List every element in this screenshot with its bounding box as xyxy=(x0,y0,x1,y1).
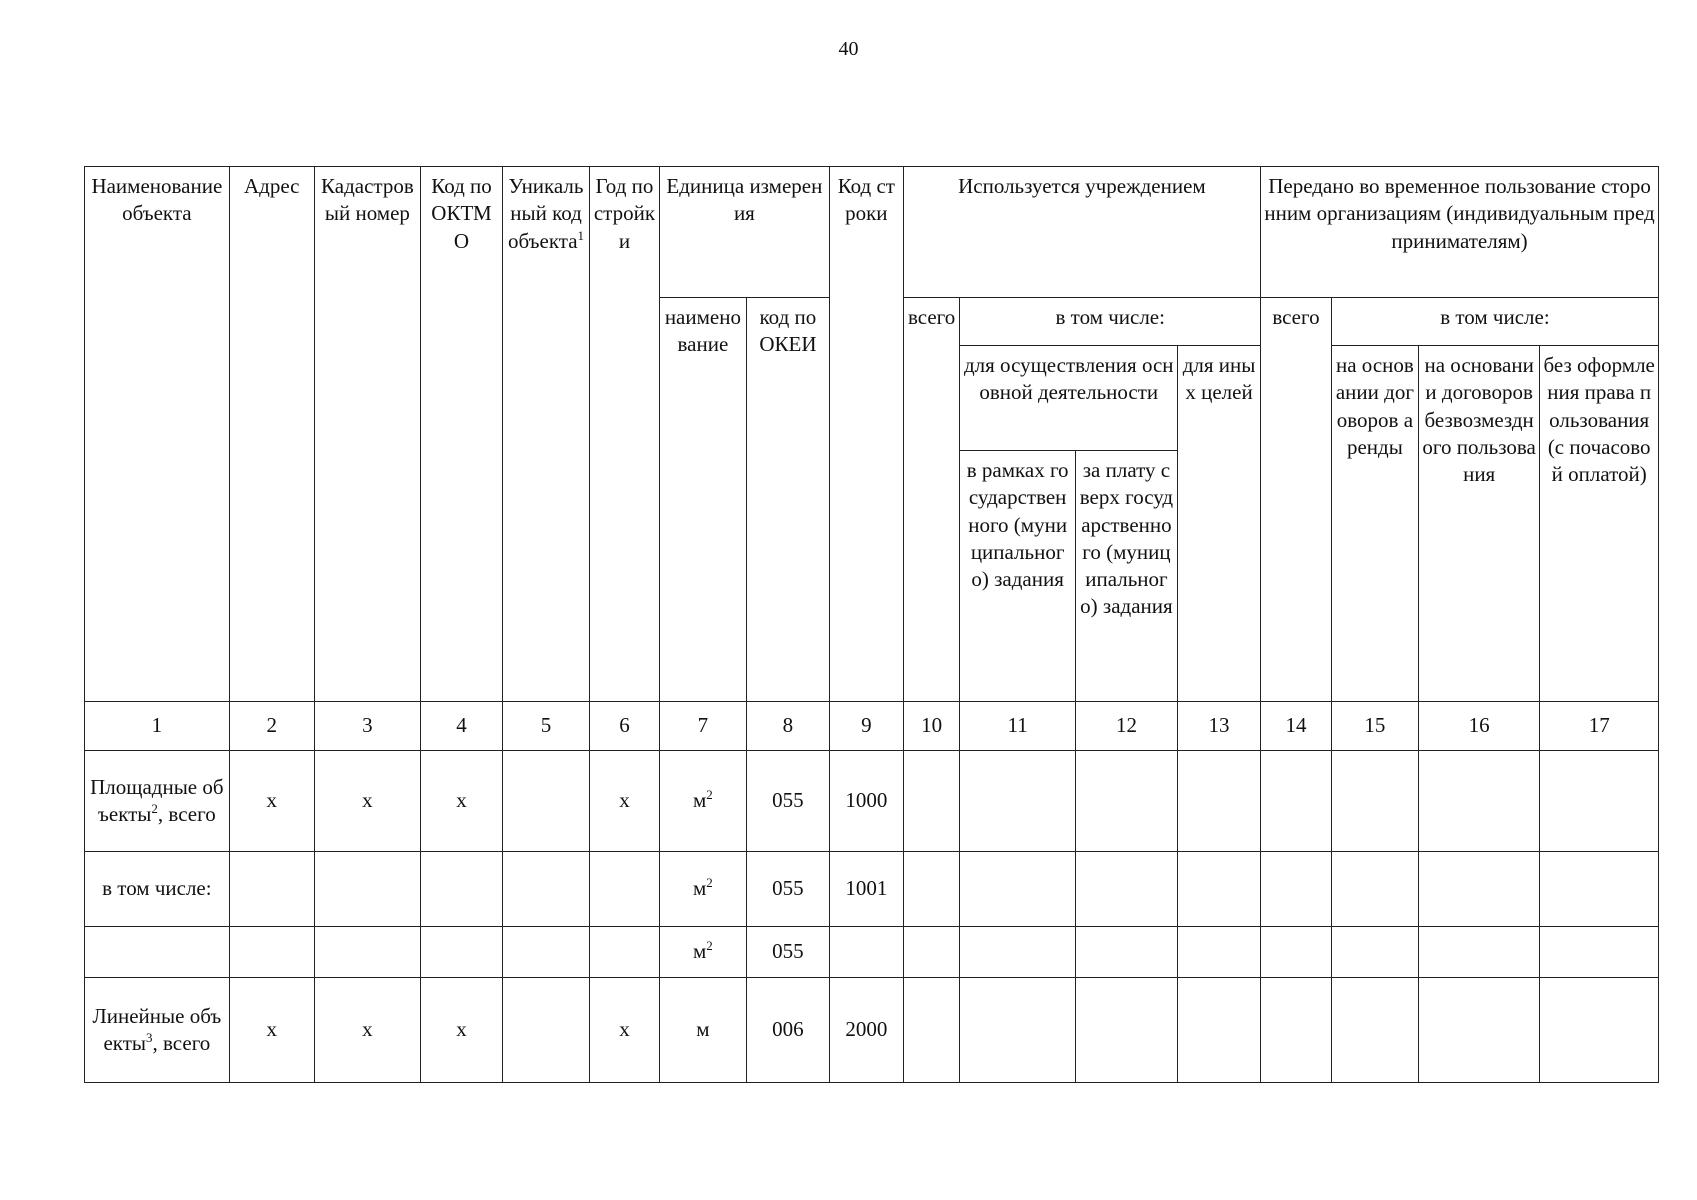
cell-oktmo xyxy=(421,852,503,927)
cell-year xyxy=(590,852,660,927)
header-unique-code-text: Уникальный код объекта xyxy=(508,174,584,253)
cell-empty xyxy=(1418,978,1539,1083)
cell-line-code: 1000 xyxy=(829,751,903,852)
cell-empty xyxy=(1261,852,1332,927)
cell-cadastral xyxy=(314,852,420,927)
cell-okei: 006 xyxy=(746,978,829,1083)
header-unique-code xyxy=(503,167,590,702)
cell-empty xyxy=(1261,927,1332,978)
property-usage-table xyxy=(84,166,1659,1083)
cell-empty xyxy=(1075,751,1177,852)
cell-empty xyxy=(1178,927,1261,978)
header-transferred-total: всего xyxy=(1261,298,1332,702)
cell-address xyxy=(229,927,314,978)
footnote-marker: 3 xyxy=(146,1030,153,1045)
header-used-total: всего xyxy=(903,298,960,702)
cell-empty xyxy=(1331,927,1418,978)
header-main-activity: для осуществления основной деятельности xyxy=(960,346,1178,451)
column-number: 16 xyxy=(1418,702,1539,751)
cell-unit xyxy=(659,927,746,978)
header-line-code: Код строки xyxy=(829,167,903,702)
cell-year xyxy=(590,927,660,978)
header-lease: на основании договоров аренды xyxy=(1331,346,1418,702)
row-name-text: Площадные объекты xyxy=(90,774,224,826)
cell-unit: м xyxy=(659,978,746,1083)
table-row xyxy=(85,852,1659,927)
cell-oktmo: х xyxy=(421,978,503,1083)
cell-cadastral xyxy=(314,927,420,978)
column-number: 11 xyxy=(960,702,1075,751)
page-number: 40 xyxy=(838,38,859,60)
header-transferred: Передано во временное пользование сторонним организациям (индивидуальным предпринимателям) xyxy=(1261,167,1659,298)
header-other-purposes: для иных целей xyxy=(1178,346,1261,702)
cell-empty xyxy=(1261,751,1332,852)
header-transferred-including: в том числе: xyxy=(1331,298,1658,346)
header-cadastral: Кадастровый номер xyxy=(314,167,420,702)
cell-address: х xyxy=(229,751,314,852)
column-number: 14 xyxy=(1261,702,1332,751)
cell-line-code: 1001 xyxy=(829,852,903,927)
column-number: 6 xyxy=(590,702,660,751)
footnote-marker: 1 xyxy=(577,227,585,243)
cell-okei: 055 xyxy=(746,852,829,927)
unit-text: м xyxy=(693,939,707,964)
row-name xyxy=(85,978,230,1083)
column-number: 12 xyxy=(1075,702,1177,751)
header-year: Год постройки xyxy=(590,167,660,702)
header-unit-name: наименование xyxy=(659,298,746,702)
header-address: Адрес xyxy=(229,167,314,702)
column-number: 2 xyxy=(229,702,314,751)
header-unit-code: код по ОКЕИ xyxy=(746,298,829,702)
column-number: 1 xyxy=(85,702,230,751)
cell-empty xyxy=(1540,852,1659,927)
cell-empty xyxy=(1075,852,1177,927)
cell-unique-code xyxy=(503,978,590,1083)
cell-cadastral: х xyxy=(314,978,420,1083)
cell-cadastral: х xyxy=(314,751,420,852)
header-paid-over-task: за плату сверх государственного (муниципального) задания xyxy=(1075,451,1177,702)
cell-empty xyxy=(1540,978,1659,1083)
column-number: 15 xyxy=(1331,702,1418,751)
column-number: 5 xyxy=(503,702,590,751)
column-number: 13 xyxy=(1178,702,1261,751)
row-name-text: Линейные объекты xyxy=(92,1003,222,1055)
header-unit: Единица измерения xyxy=(659,167,829,298)
cell-empty xyxy=(1331,978,1418,1083)
cell-empty xyxy=(1540,927,1659,978)
column-number: 4 xyxy=(421,702,503,751)
column-number: 9 xyxy=(829,702,903,751)
cell-empty xyxy=(903,751,960,852)
cell-empty xyxy=(1075,978,1177,1083)
column-number: 17 xyxy=(1540,702,1659,751)
column-number: 10 xyxy=(903,702,960,751)
header-oktmo: Код по ОКТМО xyxy=(421,167,503,702)
cell-empty xyxy=(1331,852,1418,927)
row-name xyxy=(85,927,230,978)
cell-empty xyxy=(903,978,960,1083)
header-free-use: на основании договоров безвозмездного пользования xyxy=(1418,346,1539,702)
cell-year: х xyxy=(590,751,660,852)
cell-okei: 055 xyxy=(746,927,829,978)
header-no-docs: без оформления права пользования (с почасовой оплатой) xyxy=(1540,346,1659,702)
cell-empty xyxy=(1075,927,1177,978)
cell-unit xyxy=(659,852,746,927)
cell-empty xyxy=(1178,751,1261,852)
unit-text: м xyxy=(693,788,707,813)
row-name: в том числе: xyxy=(85,852,230,927)
cell-year: х xyxy=(590,978,660,1083)
cell-oktmo: х xyxy=(421,751,503,852)
cell-empty xyxy=(1178,852,1261,927)
cell-empty xyxy=(960,927,1075,978)
cell-empty xyxy=(960,852,1075,927)
cell-empty xyxy=(1540,751,1659,852)
cell-oktmo xyxy=(421,927,503,978)
cell-empty xyxy=(1418,927,1539,978)
cell-unique-code xyxy=(503,751,590,852)
footnote-marker: 2 xyxy=(151,801,158,816)
cell-empty xyxy=(903,852,960,927)
header-used-by-institution: Используется учреждением xyxy=(903,167,1260,298)
cell-line-code: 2000 xyxy=(829,978,903,1083)
column-number: 3 xyxy=(314,702,420,751)
cell-okei: 055 xyxy=(746,751,829,852)
row-name xyxy=(85,751,230,852)
column-number: 8 xyxy=(746,702,829,751)
cell-empty xyxy=(1418,852,1539,927)
table-row xyxy=(85,927,1659,978)
unit-text: м xyxy=(693,876,707,901)
cell-empty xyxy=(1178,978,1261,1083)
header-state-task: в рамках государственного (муниципального) задания xyxy=(960,451,1075,702)
header-name: Наименование объекта xyxy=(85,167,230,702)
cell-unit xyxy=(659,751,746,852)
table-row xyxy=(85,978,1659,1083)
cell-address: х xyxy=(229,978,314,1083)
row-name-tail: , всего xyxy=(152,1031,211,1055)
cell-unique-code xyxy=(503,927,590,978)
unit-superscript: 2 xyxy=(706,787,713,803)
cell-empty xyxy=(1418,751,1539,852)
row-name-tail: , всего xyxy=(157,802,216,826)
cell-empty xyxy=(1261,978,1332,1083)
table-row xyxy=(85,751,1659,852)
cell-empty xyxy=(1331,751,1418,852)
cell-address xyxy=(229,852,314,927)
column-number-row xyxy=(85,702,1659,751)
column-number: 7 xyxy=(659,702,746,751)
cell-empty xyxy=(903,927,960,978)
unit-superscript: 2 xyxy=(706,875,713,891)
cell-unique-code xyxy=(503,852,590,927)
header-used-including: в том числе: xyxy=(960,298,1261,346)
cell-empty xyxy=(960,751,1075,852)
cell-line-code xyxy=(829,927,903,978)
unit-superscript: 2 xyxy=(706,938,713,954)
cell-empty xyxy=(960,978,1075,1083)
